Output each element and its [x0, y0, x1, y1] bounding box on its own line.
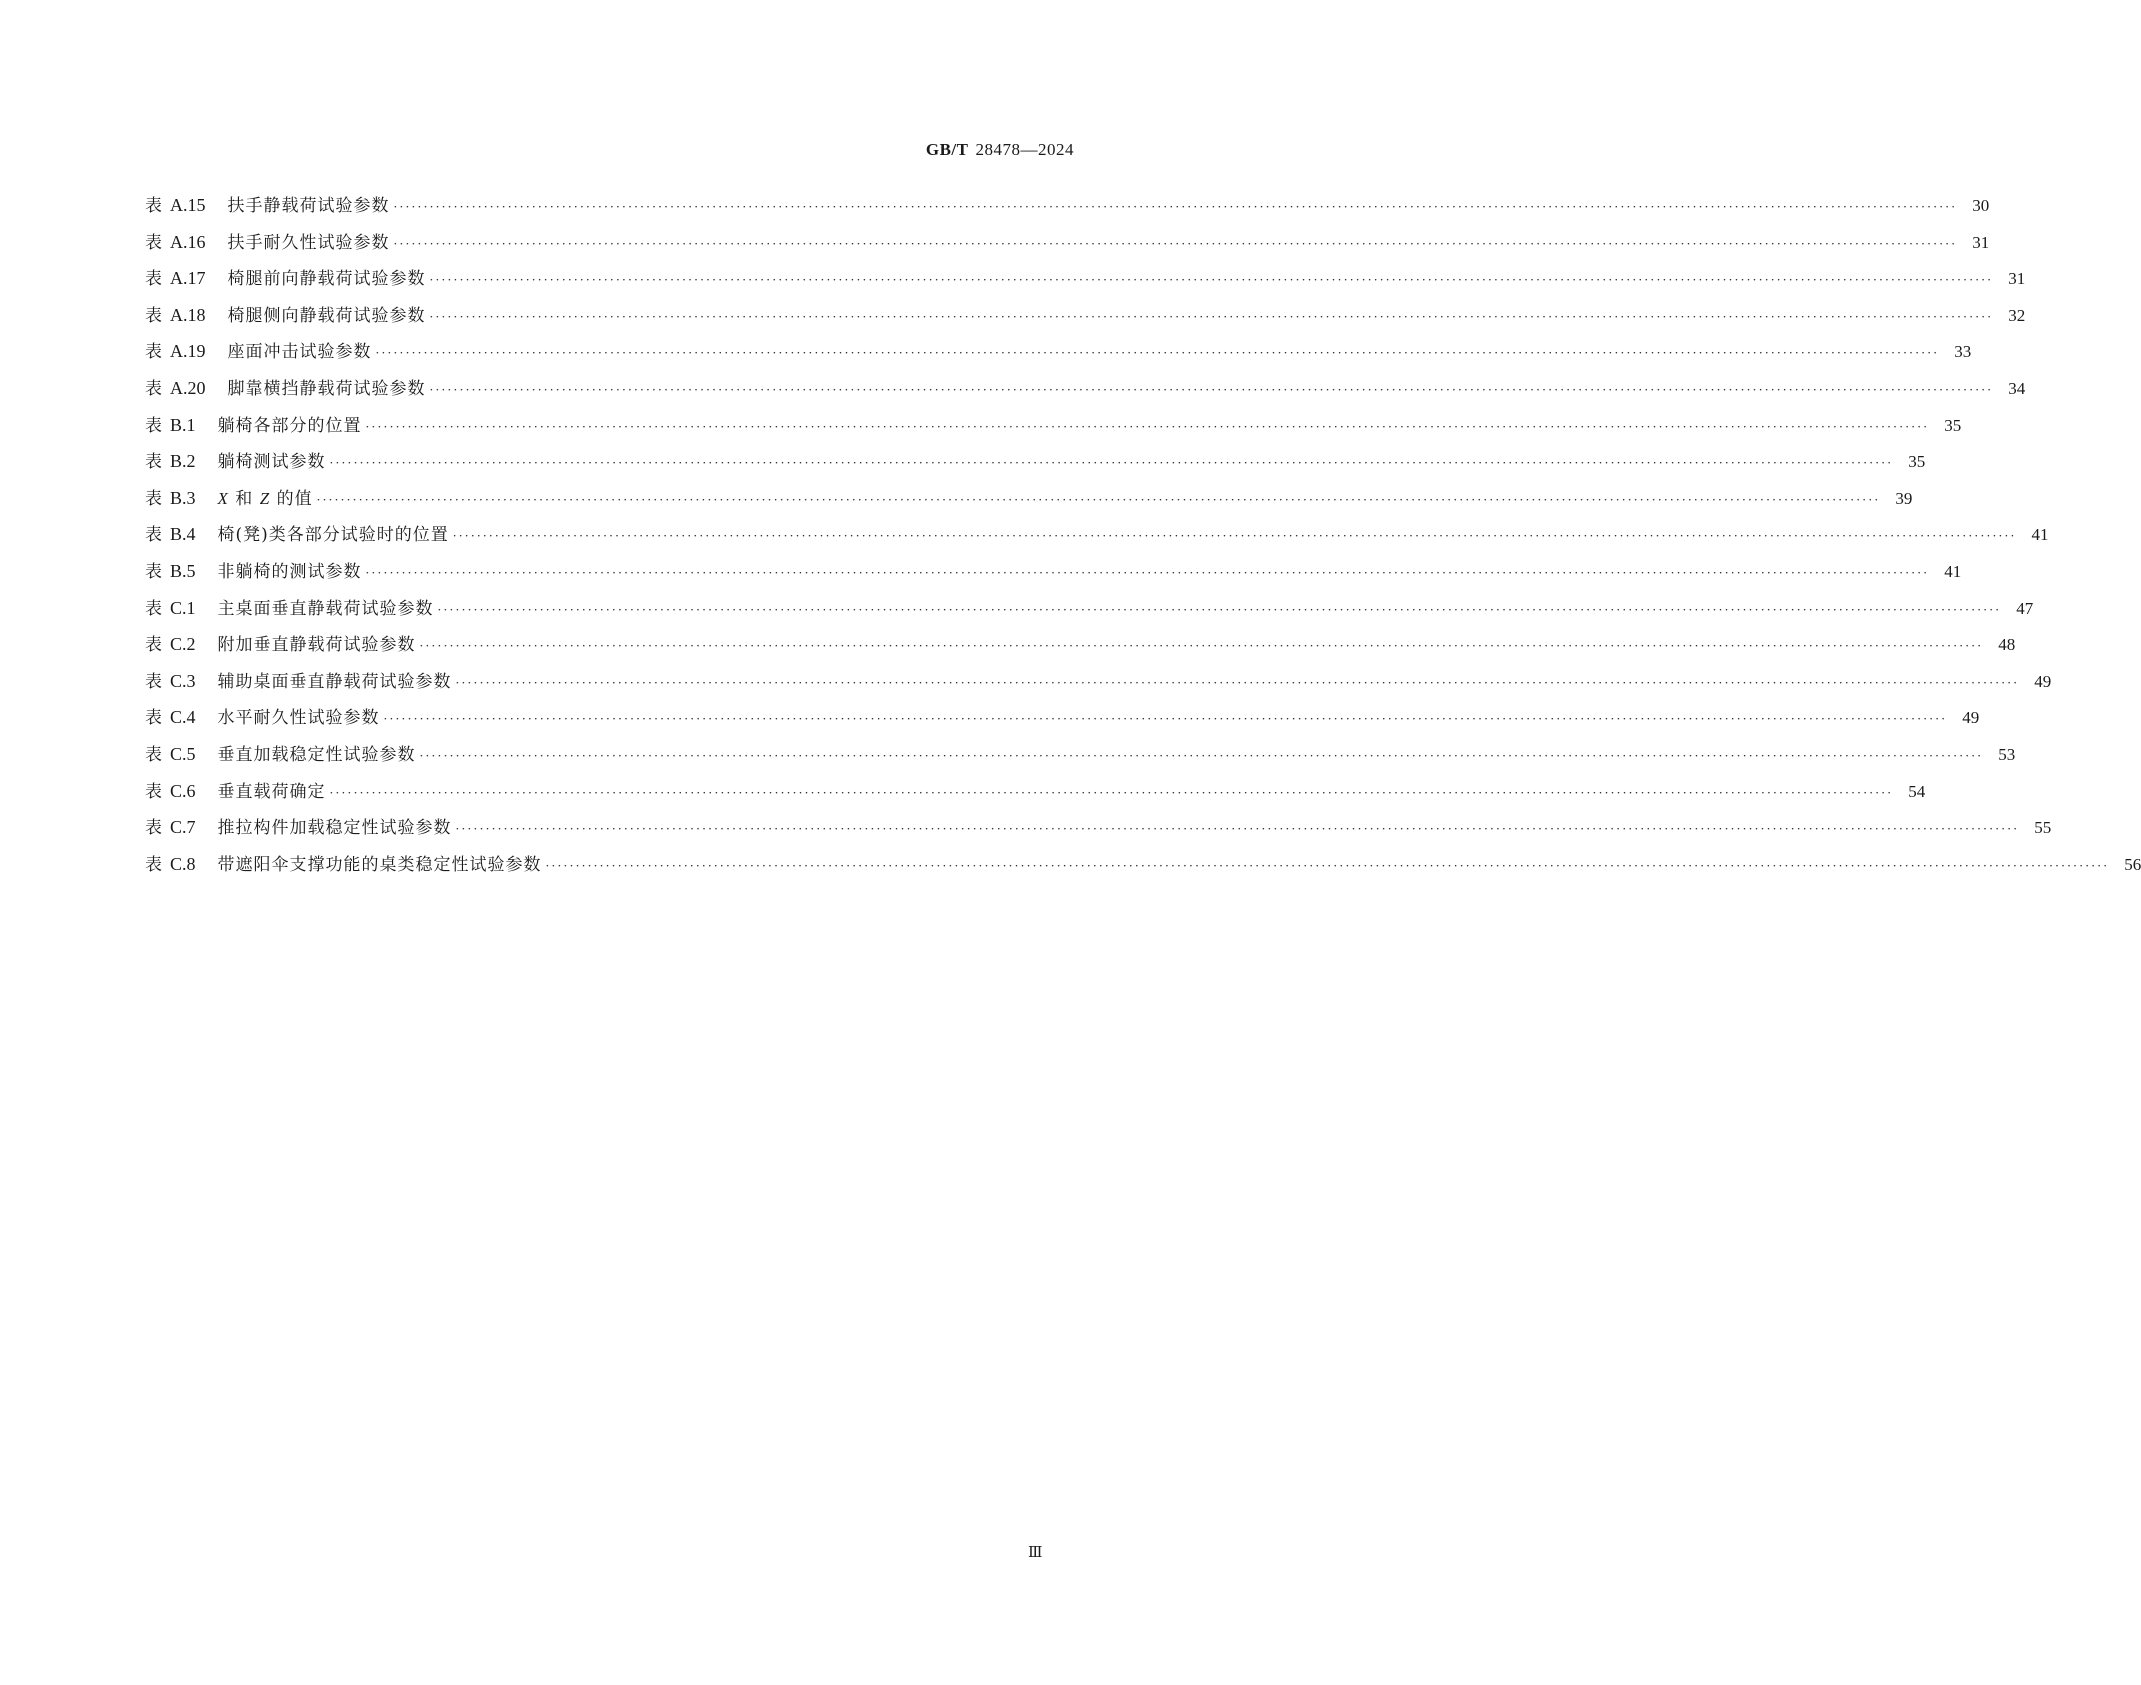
toc-entry[interactable]: [145, 703, 1980, 740]
toc-entry-title: [228, 337, 372, 362]
toc-title-text: 躺椅各部分的位置: [217, 415, 362, 436]
toc-table-number: C.8: [170, 853, 196, 874]
toc-entry[interactable]: [145, 594, 2034, 631]
toc-table-number: B.2: [170, 451, 196, 472]
document-code-header: [926, 140, 1074, 160]
toc-dot-leader: ····································································································································································································································································: [429, 309, 1994, 324]
toc-entry[interactable]: [145, 447, 1926, 484]
toc-table-id: [145, 484, 196, 509]
toc-table-label: 表: [145, 232, 162, 253]
toc-table-id: [145, 447, 196, 472]
toc-table-label: 表: [145, 196, 162, 216]
toc-table-number: C.5: [170, 743, 196, 764]
toc-page-number: 35: [1944, 415, 1962, 435]
toc-dot-leader: ····································································································································································································································································: [365, 419, 1930, 434]
toc-table-number: A.17: [170, 268, 206, 289]
toc-entry-title: [218, 411, 362, 436]
toc-table-label: 表: [145, 598, 162, 619]
toc-dot-leader: ····································································································································································································································································: [329, 785, 1894, 800]
toc-page-number: 34: [2008, 378, 2026, 398]
toc-title-text: 推拉构件加载稳定性试验参数: [217, 818, 452, 839]
toc-title-text: 非躺椅的测试参数: [217, 561, 362, 582]
toc-page-number: 56: [2124, 854, 2141, 874]
toc-entry[interactable]: [145, 813, 2052, 850]
toc-entry[interactable]: [145, 264, 2026, 301]
toc-page-number: 49: [1962, 708, 1980, 728]
toc-entry[interactable]: [145, 374, 2026, 411]
toc-title-text: 扶手静载荷试验参数: [227, 196, 390, 216]
toc-title-text: 的值: [270, 488, 313, 509]
toc-table-label: 表: [145, 561, 162, 582]
toc-entry[interactable]: [145, 630, 2016, 667]
toc-page-number: 41: [2031, 525, 2049, 545]
toc-dot-leader: ····································································································································································································································································: [316, 492, 1881, 507]
toc-title-text: 脚靠横挡静载荷试验参数: [227, 378, 426, 399]
toc-dot-leader: ····································································································································································································································································: [365, 565, 1930, 580]
toc-table-number: A.20: [170, 377, 206, 398]
toc-table-label: 表: [145, 781, 162, 802]
toc-title-text: 带遮阳伞支撑功能的桌类稳定性试验参数: [217, 854, 542, 875]
toc-entry[interactable]: [145, 850, 2141, 887]
toc-entry[interactable]: [145, 301, 2026, 338]
toc-entry-title: [228, 191, 390, 216]
toc-page-number: 31: [2008, 269, 2026, 289]
toc-entry-title: [218, 557, 362, 582]
toc-dot-leader: ····································································································································································································································································: [429, 273, 1994, 288]
toc-title-text: 和: [228, 488, 260, 509]
standard-prefix: GB/T: [925, 140, 969, 159]
toc-entry-title: [218, 484, 313, 509]
toc-entry-title: [218, 594, 434, 619]
toc-table-label: 表: [145, 342, 162, 363]
toc-title-text: 躺椅测试参数: [217, 452, 326, 473]
toc-table-id: [145, 337, 206, 362]
toc-page-number: 32: [2008, 305, 2026, 325]
toc-table-number: C.3: [170, 670, 196, 691]
toc-entry-title: [218, 703, 380, 728]
toc-table-number: B.1: [170, 414, 196, 435]
toc-title-variable: X: [217, 488, 229, 508]
toc-table-label: 表: [145, 818, 162, 839]
toc-page-number: 39: [1895, 488, 1913, 508]
toc-table-id: [145, 777, 196, 802]
toc-table-label: 表: [145, 744, 162, 765]
page-folio: Ⅲ: [1028, 1545, 1042, 1561]
toc-entry-title: [218, 777, 326, 802]
toc-dot-leader: ····································································································································································································································································: [329, 456, 1894, 471]
toc-title-text: 水平耐久性试验参数: [217, 708, 380, 729]
toc-entry-title: [218, 447, 326, 472]
toc-entry-title: [218, 667, 452, 692]
toc-title-text: 椅腿侧向静载荷试验参数: [227, 305, 426, 326]
toc-table-number: B.5: [170, 560, 196, 581]
toc-dot-leader: ····································································································································································································································································: [452, 529, 2017, 544]
toc-title-text: 椅(凳)类各部分试验时的位置: [217, 525, 449, 546]
toc-page-number: 54: [1908, 781, 1926, 801]
toc-table-number: A.16: [170, 231, 206, 252]
toc-entry-title: [228, 264, 426, 289]
toc-entry[interactable]: [145, 777, 1926, 814]
toc-entry-title: [218, 740, 416, 765]
toc-page-number: 41: [1944, 561, 1962, 581]
toc-entry[interactable]: [145, 228, 1990, 265]
toc-table-number: A.15: [170, 195, 206, 215]
toc-table-number: C.2: [170, 634, 196, 655]
toc-dot-leader: ····································································································································································································································································: [429, 382, 1994, 397]
toc-table-id: [145, 740, 196, 765]
toc-table-id: [145, 813, 196, 838]
toc-table-label: 表: [145, 415, 162, 436]
toc-table-id: [145, 374, 206, 399]
toc-table-id: [145, 630, 196, 655]
toc-page-number: 55: [2034, 818, 2052, 838]
toc-dot-leader: ····································································································································································································································································: [393, 236, 1958, 251]
toc-entry-title: [228, 301, 426, 326]
toc-title-text: 椅腿前向静载荷试验参数: [227, 269, 426, 290]
toc-page-number: 33: [1954, 342, 1972, 362]
toc-title-text: 附加垂直静载荷试验参数: [217, 635, 416, 656]
toc-entry[interactable]: [145, 191, 1990, 228]
toc-page-number: 48: [1998, 635, 2016, 655]
toc-table-id: [145, 520, 196, 545]
toc-table-label: 表: [145, 305, 162, 326]
toc-entry-title: [218, 850, 542, 875]
standard-number: 28478—2024: [975, 140, 1074, 159]
toc-title-text: 垂直载荷确定: [217, 781, 326, 802]
toc-table-number: C.1: [170, 597, 196, 618]
toc-table-id: [145, 301, 206, 326]
toc-page-number: 53: [1998, 744, 2016, 764]
toc-page-number: 31: [1972, 232, 1990, 252]
toc-dot-leader: ····································································································································································································································································: [545, 858, 2110, 873]
toc-table-id: [145, 411, 196, 436]
toc-dot-leader: ····································································································································································································································································: [375, 346, 1940, 361]
toc-entry[interactable]: [145, 520, 2049, 557]
toc-table-number: A.18: [170, 304, 206, 325]
toc-dot-leader: ····································································································································································································································································: [393, 200, 1958, 214]
toc-table-number: B.3: [170, 487, 196, 508]
toc-table-id: [145, 667, 196, 692]
toc-dot-leader: ····································································································································································································································································: [437, 602, 2002, 617]
toc-dot-leader: ····································································································································································································································································: [419, 639, 1984, 654]
toc-table-number: C.6: [170, 780, 196, 801]
toc-table-label: 表: [145, 452, 162, 473]
toc-table-label: 表: [145, 854, 162, 875]
table-list-of-contents: [145, 191, 2141, 886]
toc-title-variable: Z: [259, 488, 271, 508]
toc-title-text: 主桌面垂直静载荷试验参数: [217, 598, 434, 619]
toc-entry[interactable]: [145, 411, 1962, 448]
toc-table-label: 表: [145, 671, 162, 692]
toc-dot-leader: ····································································································································································································································································: [419, 748, 1984, 763]
toc-table-id: [145, 228, 206, 253]
toc-title-text: 辅助桌面垂直静载荷试验参数: [217, 671, 452, 692]
toc-entry[interactable]: [145, 337, 1972, 374]
toc-table-id: [145, 264, 206, 289]
toc-table-id: [145, 557, 196, 582]
toc-dot-leader: ····································································································································································································································································: [383, 712, 1948, 727]
toc-table-id: [145, 594, 196, 619]
toc-title-text: 扶手耐久性试验参数: [227, 232, 390, 253]
toc-entry[interactable]: [145, 484, 1913, 521]
toc-table-id: [145, 703, 196, 728]
toc-title-text: 座面冲击试验参数: [227, 342, 372, 363]
toc-table-label: 表: [145, 525, 162, 546]
toc-table-id: [145, 191, 206, 216]
toc-entry-title: [228, 374, 426, 399]
toc-title-text: 垂直加载稳定性试验参数: [217, 744, 416, 765]
toc-table-label: 表: [145, 488, 162, 509]
toc-dot-leader: ····································································································································································································································································: [455, 675, 2020, 690]
toc-dot-leader: ····································································································································································································································································: [455, 822, 2020, 837]
toc-page-number: 47: [2016, 598, 2034, 618]
toc-table-number: B.4: [170, 524, 196, 545]
toc-entry[interactable]: [145, 557, 1962, 594]
toc-entry[interactable]: [145, 740, 2016, 777]
toc-entry-title: [218, 520, 449, 545]
toc-table-label: 表: [145, 378, 162, 399]
toc-entry-title: [218, 630, 416, 655]
toc-page-number: 30: [1972, 196, 1990, 215]
toc-table-label: 表: [145, 269, 162, 290]
toc-entry[interactable]: [145, 667, 2052, 704]
toc-entry-title: [228, 228, 390, 253]
toc-table-label: 表: [145, 635, 162, 656]
toc-table-number: A.19: [170, 341, 206, 362]
toc-entry-title: [218, 813, 452, 838]
toc-table-label: 表: [145, 708, 162, 729]
toc-page-number: 49: [2034, 671, 2052, 691]
toc-table-number: C.7: [170, 817, 196, 838]
toc-table-number: C.4: [170, 707, 196, 728]
toc-table-id: [145, 850, 196, 875]
toc-page-number: 35: [1908, 452, 1926, 472]
